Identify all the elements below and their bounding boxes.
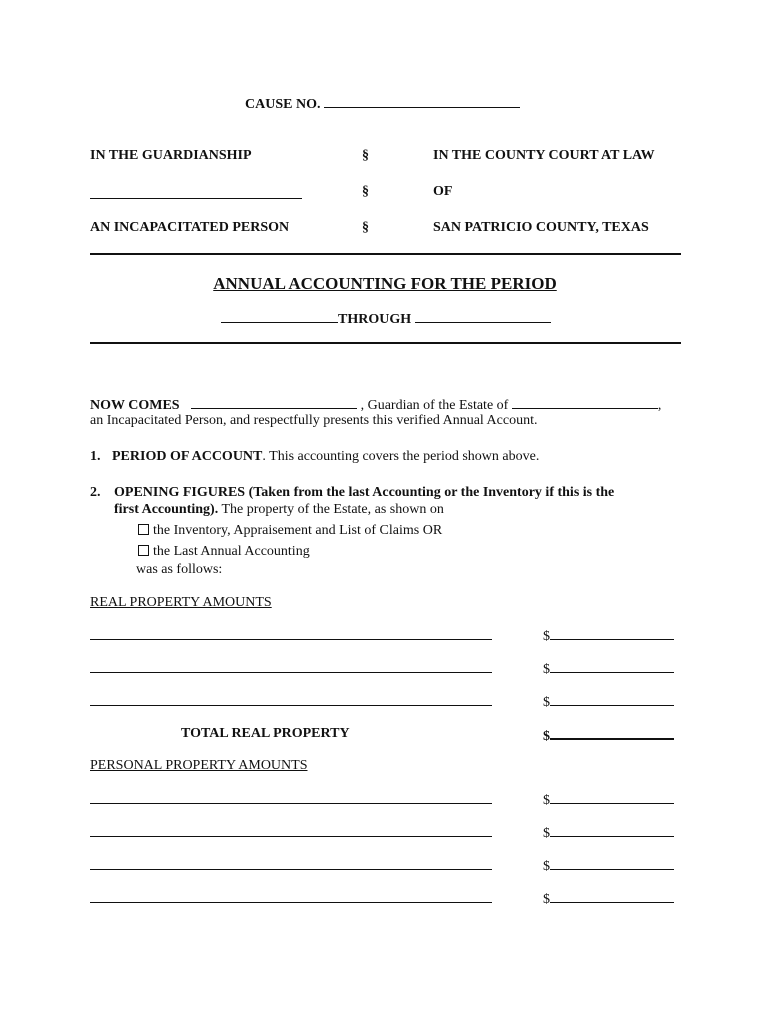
personal-property-row-1: [90, 791, 492, 809]
personal-property-description-blank[interactable]: [90, 791, 492, 804]
real-property-amount-blank[interactable]: [550, 660, 674, 673]
section-2-heading-line-2: first Accounting).: [114, 502, 219, 517]
personal-property-description-blank[interactable]: [90, 824, 492, 837]
ward-name-blank-wrapper: [90, 186, 302, 204]
document-title: ANNUAL ACCOUNTING FOR THE PERIOD: [213, 274, 557, 293]
caption-left-3: AN INCAPACITATED PERSON: [90, 220, 290, 235]
personal-property-amount-3: [543, 857, 674, 875]
guardian-of-label: , Guardian of the Estate of: [360, 398, 509, 413]
cause-no-blank[interactable]: [324, 95, 520, 108]
dollar-sign: $: [543, 826, 550, 841]
caption-right-2: OF: [433, 184, 453, 199]
section-2-number: 2.: [90, 485, 101, 500]
section-1-heading: PERIOD OF ACCOUNT: [112, 449, 263, 464]
real-property-amount-blank[interactable]: [550, 627, 674, 640]
estate-name-blank[interactable]: [512, 396, 658, 409]
dollar-sign: $: [543, 892, 550, 907]
now-comes-label: NOW COMES: [90, 398, 180, 413]
caption-left-1: IN THE GUARDIANSHIP: [90, 148, 252, 163]
section-1-text: . This accounting covers the period shown above.: [262, 449, 540, 464]
section-mark-1: §: [362, 148, 369, 163]
real-property-row-3: [90, 693, 492, 711]
total-real-property-blank[interactable]: [550, 726, 674, 740]
checkbox-inventory[interactable]: [138, 524, 149, 535]
period-start-blank[interactable]: [221, 310, 338, 323]
real-property-amount-1: [543, 627, 674, 645]
personal-property-amount-4: [543, 890, 674, 908]
personal-property-amount-blank[interactable]: [550, 824, 674, 837]
option-inventory[interactable]: [138, 523, 442, 539]
section-1: [90, 449, 539, 465]
period-end-blank[interactable]: [415, 310, 551, 323]
personal-property-amount-blank[interactable]: [550, 791, 674, 804]
personal-property-description-blank[interactable]: [90, 857, 492, 870]
dollar-sign: $: [543, 629, 550, 644]
dollar-sign: $: [543, 793, 550, 808]
real-property-amount-3: [543, 693, 674, 711]
total-real-property-amount: [543, 726, 674, 745]
personal-property-amount-blank[interactable]: [550, 857, 674, 870]
dollar-sign: $: [543, 729, 550, 744]
real-property-amount-blank[interactable]: [550, 693, 674, 706]
checkbox-last-accounting[interactable]: [138, 545, 149, 556]
personal-property-amount-2: [543, 824, 674, 842]
dollar-sign: $: [543, 859, 550, 874]
period-line: [221, 310, 551, 328]
personal-property-amount-1: [543, 791, 674, 809]
option-inventory-label: the Inventory, Appraisement and List of Claims OR: [153, 523, 443, 538]
real-property-description-blank[interactable]: [90, 660, 492, 673]
option-last-accounting[interactable]: [138, 544, 310, 560]
was-as-follows: was as follows:: [136, 562, 223, 577]
cause-no-label: CAUSE NO.: [245, 97, 321, 112]
section-2-heading-line-1: OPENING FIGURES (Taken from the last Accounting or the Inventory if this is the: [114, 485, 615, 500]
guardian-name-blank[interactable]: [191, 396, 357, 409]
dollar-sign: $: [543, 695, 550, 710]
personal-property-heading: PERSONAL PROPERTY AMOUNTS: [90, 758, 308, 773]
section-mark-3: §: [362, 220, 369, 235]
real-property-row-1: [90, 627, 492, 645]
total-real-property-label: TOTAL REAL PROPERTY: [181, 726, 350, 741]
intro-line-1: [90, 396, 661, 414]
section-2-line-2: [114, 502, 444, 518]
caption-divider: [90, 253, 681, 255]
real-property-row-2: [90, 660, 492, 678]
cause-number: [245, 95, 520, 113]
section-mark-2: §: [362, 184, 369, 199]
ward-name-blank[interactable]: [90, 186, 302, 199]
section-1-number: 1.: [90, 449, 101, 464]
intro-line-2: an Incapacitated Person, and respectfully presents this verified Annual Account.: [90, 413, 538, 428]
caption-right-1: IN THE COUNTY COURT AT LAW: [433, 148, 655, 163]
title-divider: [90, 342, 681, 344]
personal-property-row-3: [90, 857, 492, 875]
real-property-amount-2: [543, 660, 674, 678]
real-property-heading: REAL PROPERTY AMOUNTS: [90, 595, 272, 610]
through-label: THROUGH: [338, 312, 412, 327]
personal-property-amount-blank[interactable]: [550, 890, 674, 903]
caption-right-3: SAN PATRICIO COUNTY, TEXAS: [433, 220, 649, 235]
personal-property-description-blank[interactable]: [90, 890, 492, 903]
dollar-sign: $: [543, 662, 550, 677]
personal-property-row-4: [90, 890, 492, 908]
section-2-text: The property of the Estate, as shown on: [218, 502, 444, 517]
personal-property-row-2: [90, 824, 492, 842]
real-property-description-blank[interactable]: [90, 693, 492, 706]
real-property-description-blank[interactable]: [90, 627, 492, 640]
intro-comma: ,: [657, 398, 662, 413]
option-last-accounting-label: the Last Annual Accounting: [153, 544, 310, 559]
